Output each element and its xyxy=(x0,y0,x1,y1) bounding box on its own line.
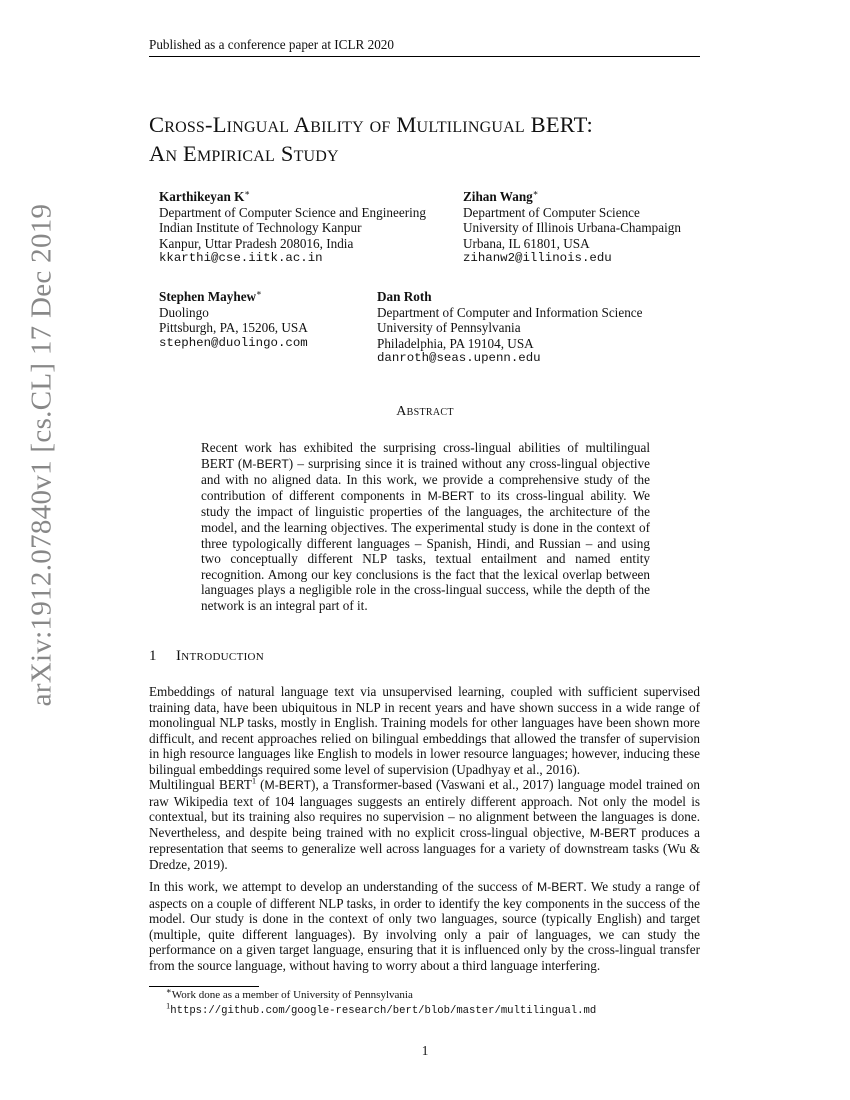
intro-paragraph-2 xyxy=(149,777,700,873)
mbert-term: M-BERT xyxy=(242,456,289,471)
author-affiliation: University of Illinois Urbana-Champaign xyxy=(463,220,681,236)
paper-title xyxy=(149,110,709,168)
section-heading-introduction xyxy=(149,648,264,665)
author-stephen xyxy=(159,289,308,351)
paragraph-text: . We study a range of aspects on a couple of different NLP tasks, in order to identify the key components in the success of the model. Our study is done in the context of only two languages, source (typically English) and target (multiple, quite different languages). By involving only a pair of languages, we can study the performance on a given target language, ensuring that it is influenced only by the cross-lingual transfer from the source language, without having to worry about a third language interfering. xyxy=(149,879,700,973)
author-dan xyxy=(377,289,643,367)
footnote-text: Work done as a member of University of Pennsylvania xyxy=(171,989,413,1001)
author-affiliation: Pittsburgh, PA, 15206, USA xyxy=(159,320,308,336)
abstract-text: ) – surprising since it is trained without any cross-lingual objective and with no aligned data. In this work, we provide a comprehensive study of the contribution of different components in xyxy=(201,455,650,503)
author-affiliation: Department of Computer Science xyxy=(463,204,640,220)
author-affiliation: Department of Computer and Information Science xyxy=(377,304,643,320)
intro-paragraph-1: Embeddings of natural language text via unsupervised learning, coupled with sufficient supervised training data, have been ubiquitous in NLP in recent years and have shown success in a wide range of monolingual NLP tasks, mostly in English. Training models for other languages have been shown more difficult, and recent approaches relied on bilingual embeddings that allowed the transfer of supervision in high resource languages like English to models in lower resource languages; however, inducing these bilingual embeddings required some level of supervision (Upadhyay et al., 2016). xyxy=(149,684,700,777)
paragraph-text: ( xyxy=(256,777,265,792)
author-email[interactable]: stephen@duolingo.com xyxy=(159,335,308,350)
mbert-term: M-BERT xyxy=(264,778,312,792)
author-affiliation: Philadelphia, PA 19104, USA xyxy=(377,335,534,351)
author-name: Dan Roth xyxy=(377,289,432,304)
author-affiliation: Kanpur, Uttar Pradesh 208016, India xyxy=(159,235,354,251)
title-line-1: Cross-Lingual Ability of Multilingual BERT: xyxy=(149,112,593,137)
footnote-1 xyxy=(166,1000,597,1018)
author-email[interactable]: kkarthi@cse.iitk.ac.in xyxy=(159,251,323,266)
arxiv-stamp-text: arXiv:1912.07840v1 [cs.CL] 17 Dec 2019 xyxy=(25,203,58,707)
author-mark: ∗ xyxy=(244,187,251,198)
author-email[interactable]: zihanw2@illinois.edu xyxy=(463,251,612,266)
mbert-term: M-BERT xyxy=(427,488,475,503)
author-mark: ∗ xyxy=(256,287,262,298)
footnote-ref[interactable]: 1 xyxy=(251,775,257,786)
footnote-url[interactable]: https://github.com/google-research/bert/blob/master/multilingual.md xyxy=(170,1005,597,1017)
abstract-heading: Abstract xyxy=(396,404,454,419)
author-affiliation: University of Pennsylvania xyxy=(377,320,521,336)
running-header: Published as a conference paper at ICLR 2020 xyxy=(149,37,394,52)
mbert-term: M-BERT xyxy=(537,880,584,894)
author-email[interactable]: danroth@seas.upenn.edu xyxy=(377,351,541,366)
author-affiliation: Duolingo xyxy=(159,304,209,320)
author-affiliation: Indian Institute of Technology Kanpur xyxy=(159,220,362,236)
author-karthikeyan xyxy=(159,189,426,267)
paragraph-text: produces a representation that seems to generalize well across languages for a variety of downstream tasks (Wu & Dredze, 2019). xyxy=(149,824,700,872)
mbert-term: M-BERT xyxy=(589,825,637,840)
author-affiliation: Department of Computer Science and Engineering xyxy=(159,204,426,220)
author-zihan xyxy=(463,189,681,267)
paragraph-text: Multilingual BERT xyxy=(149,777,252,792)
abstract-text: to its cross-lingual ability. We study the impact of linguistic properties of the languages, the architecture of the model, and the learning objectives. The experimental study is done in the context of three typologically different languages – Spanish, Hindi, and Russian – and using two conceptually different NLP tasks, textual entailment and named entity recognition. Among our key conclusions is the fact that the lexical overlap between languages plays a negligible role in the cross-lingual success, while the depth of the network is an integral part of it. xyxy=(201,487,651,613)
footnote-star xyxy=(166,985,413,1002)
footnote-mark: 1 xyxy=(166,1000,171,1011)
abstract-body xyxy=(201,440,650,614)
page-number: 1 xyxy=(421,1043,429,1058)
author-name: Karthikeyan K xyxy=(159,189,245,204)
paragraph-text: In this work, we attempt to develop an understanding of the success of xyxy=(149,879,537,894)
author-mark: ∗ xyxy=(532,187,539,198)
author-name: Stephen Mayhew xyxy=(159,289,257,304)
paragraph-text: ), a Transformer-based (Vaswani et al., 2017) language model trained on raw Wikipedia text of 104 languages suggests an entirely different approach. Not only the model is contextual, but its training also requires no supervision – no alignment between the languages is done. Nevertheless, and despite being trained with no explicit cross-lingual objective, xyxy=(149,777,700,840)
footnote-mark: ∗ xyxy=(166,985,172,996)
abstract-text: Recent work has exhibited the surprising cross-lingual abilities of multilingual BERT ( xyxy=(201,440,650,471)
section-number: 1 xyxy=(149,648,157,664)
header-rule xyxy=(149,56,700,57)
author-name: Zihan Wang xyxy=(463,189,533,204)
section-title: Introduction xyxy=(176,648,265,664)
title-line-2: An Empirical Study xyxy=(149,141,339,166)
intro-paragraph-3 xyxy=(149,879,700,974)
author-affiliation: Urbana, IL 61801, USA xyxy=(463,235,590,251)
